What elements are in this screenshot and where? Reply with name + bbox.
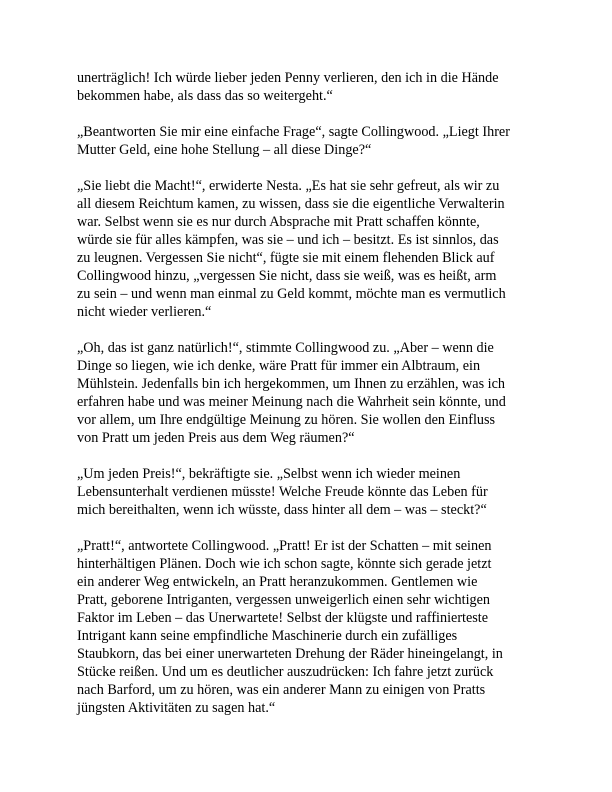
text-line: nach Barford, um zu hören, was ein anderer Mann zu einigen von Pratts <box>77 682 486 698</box>
paragraph <box>77 465 537 519</box>
text-line: zu sein – und wenn man einmal zu Geld kommt, möchte man es vermutlich <box>77 286 506 302</box>
body-text <box>77 69 537 735</box>
text-line: Staubkorn, das bei einer unerwarteten Drehung der Räder hineingelangt, in <box>77 646 503 662</box>
text-line: Lebensunterhalt verdienen müsste! Welche Freude könnte das Leben für <box>77 484 488 500</box>
text-line: Collingwood hinzu, „vergessen Sie nicht, dass sie weiß, was es heißt, arm <box>77 268 497 284</box>
text-line: Faktor im Leben – das Unerwartete! Selbst der klügste und raffinierteste <box>77 610 489 626</box>
text-line: „Beantworten Sie mir eine einfache Frage“, sagte Collingwood. „Liegt Ihrer <box>77 124 510 140</box>
text-line: Mutter Geld, eine hohe Stellung – all diese Dinge?“ <box>77 142 372 158</box>
text-line: Intrigant kann seine empfindliche Maschinerie durch ein zufälliges <box>77 628 458 644</box>
text-line: „Oh, das ist ganz natürlich!“, stimmte Collingwood zu. „Aber – wenn die <box>77 340 494 356</box>
text-line: würde sie für alles kämpfen, was sie – und ich – besitzt. Es ist sinnlos, das <box>77 232 499 248</box>
text-line: all diesem Reichtum kamen, zu wissen, dass sie die eigentliche Verwalterin <box>77 196 505 212</box>
paragraph <box>77 177 537 321</box>
paragraph <box>77 123 537 159</box>
text-line: Pratt, geborene Intriganten, vergessen unweigerlich einen sehr wichtigen <box>77 592 491 608</box>
paragraph <box>77 339 537 447</box>
text-line: „Um jeden Preis!“, bekräftigte sie. „Selbst wenn ich wieder meinen <box>77 466 461 482</box>
text-line: unerträglich! Ich würde lieber jeden Penny verlieren, den ich in die Hände <box>77 70 499 86</box>
text-line: Stücke reißen. Und um es deutlicher auszudrücken: Ich fahre jetzt zurück <box>77 664 494 680</box>
text-line: ein anderer Weg entwickeln, an Pratt heranzukommen. Gentlemen wie <box>77 574 478 590</box>
text-line: „Sie liebt die Macht!“, erwiderte Nesta. „Es hat sie sehr gefreut, als wir zu <box>77 178 500 194</box>
paragraph <box>77 537 537 717</box>
text-line: „Pratt!“, antwortete Collingwood. „Pratt! Er ist der Schatten – mit seinen <box>77 538 492 554</box>
text-line: bekommen habe, als dass das so weitergeht.“ <box>77 88 333 104</box>
text-line: Mühlstein. Jedenfalls bin ich hergekommen, um Ihnen zu erzählen, was ich <box>77 376 506 392</box>
paragraph <box>77 69 537 105</box>
text-line: nicht wieder verlieren.“ <box>77 304 212 320</box>
text-line: Dinge so liegen, wie ich denke, wäre Pratt für immer ein Albtraum, ein <box>77 358 481 374</box>
text-line: mich bereithalten, wenn ich wüsste, dass hinter all dem – was – steckt?“ <box>77 502 487 518</box>
text-line: von Pratt um jeden Preis aus dem Weg räumen?“ <box>77 430 355 446</box>
text-line: erfahren habe und was meiner Meinung nach die Wahrheit sein könnte, und <box>77 394 506 410</box>
text-line: war. Selbst wenn sie es nur durch Absprache mit Pratt schaffen könnte, <box>77 214 480 230</box>
text-line: zu leugnen. Vergessen Sie nicht“, fügte sie mit einem flehenden Blick auf <box>77 250 495 266</box>
text-line: hinterhältigen Plänen. Doch wie ich schon sagte, könnte sich gerade jetzt <box>77 556 492 572</box>
text-line: jüngsten Aktivitäten zu sagen hat.“ <box>77 700 276 716</box>
text-line: vor allem, um Ihre endgültige Meinung zu hören. Sie wollen den Einfluss <box>77 412 496 428</box>
